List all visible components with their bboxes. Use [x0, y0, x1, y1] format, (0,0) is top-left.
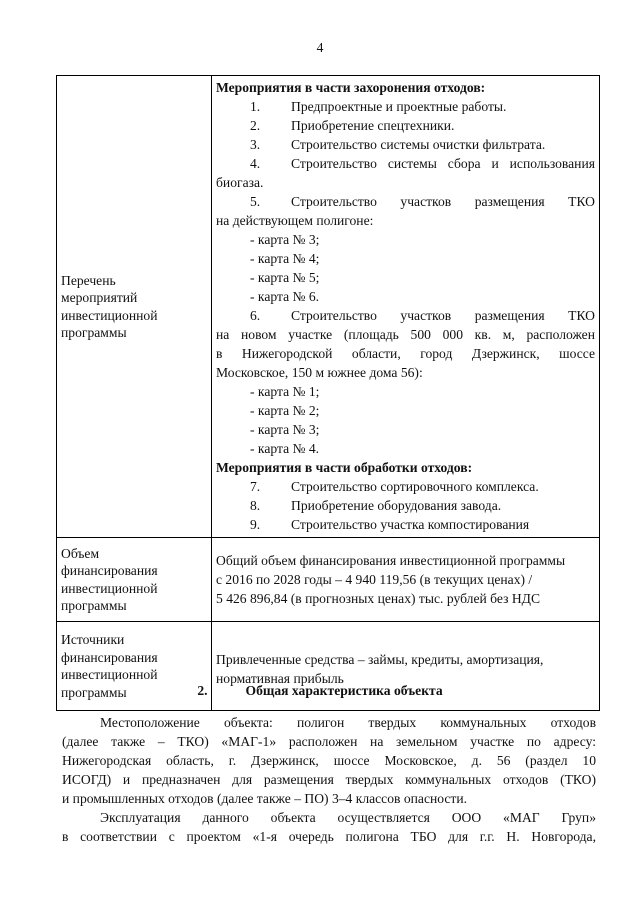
- text-line: ИСОГД) и предназначен для размещения твердых коммунальных отходов (ТКО): [62, 772, 596, 787]
- list-item: 4. Строительство системы сбора и использования: [250, 156, 595, 171]
- value-line: 5 426 896,84 (в прогнозных ценах) тыс. рублей без НДС: [216, 590, 541, 606]
- paragraph-location: [62, 713, 596, 808]
- label-line: финансирования: [61, 563, 158, 578]
- map-item: - карта № 5;: [250, 270, 320, 285]
- value-line: Общий объем финансирования инвестиционной программы: [216, 552, 566, 568]
- label-line: инвестиционной: [61, 580, 158, 596]
- section-number: 2.: [197, 683, 208, 698]
- text-line: (далее также – ТКО) «МАГ-1» расположен на земельном участке по адресу:: [62, 734, 596, 749]
- row-label-measures: [57, 76, 212, 538]
- list-item: 3. Строительство системы очистки фильтрата.: [250, 137, 546, 152]
- heading-burial: Мероприятия в части захоронения отходов:: [216, 80, 486, 95]
- table-row: [57, 538, 600, 622]
- row-label-funding-volume: [57, 538, 212, 622]
- map-item: - карта № 3;: [250, 232, 320, 247]
- label-line: Источники: [61, 632, 125, 647]
- text-line: Эксплуатация данного объекта осуществляется ООО «МАГ Груп»: [100, 810, 596, 825]
- label-line: Перечень: [61, 272, 116, 288]
- value-line: с 2016 по 2028 годы – 4 940 119,56 (в текущих ценах) /: [216, 571, 533, 587]
- map-item: - карта № 4;: [250, 251, 320, 266]
- label-line: мероприятий: [61, 290, 138, 305]
- value-line: Привлеченные средства – займы, кредиты, амортизация,: [216, 651, 544, 667]
- table-row: [57, 76, 600, 538]
- label-line: программы: [61, 598, 127, 613]
- heading-processing: Мероприятия в части обработки отходов:: [216, 460, 473, 475]
- label-line: Объем: [61, 545, 100, 561]
- list-item: 7. Строительство сортировочного комплекса.: [250, 479, 539, 494]
- label-line: программы: [61, 325, 127, 340]
- list-item: 1. Предпроектные и проектные работы.: [250, 99, 507, 114]
- map-item: - карта № 6.: [250, 289, 320, 304]
- list-item-continuation: в Нижегородской области, город Дзержинск, шоссе: [216, 346, 595, 361]
- list-item: 2. Приобретение спецтехники.: [250, 118, 455, 133]
- page-number: 4: [316, 40, 324, 55]
- section-heading: [0, 683, 640, 699]
- text-line: Местоположение объекта: полигон твердых коммунальных отходов: [100, 715, 596, 730]
- list-item: 8. Приобретение оборудования завода.: [250, 498, 502, 513]
- row-value-funding-volume: [212, 538, 600, 622]
- label-line: инвестиционной: [61, 307, 158, 323]
- label-line: инвестиционной: [61, 667, 158, 682]
- list-item-continuation: на действующем полигоне:: [216, 213, 374, 228]
- map-item: - карта № 1;: [250, 384, 320, 399]
- text-line: и промышленных отходов (далее также – ПО) 3–4 классов опасности.: [62, 791, 468, 806]
- list-item-continuation: биогаза.: [216, 175, 264, 190]
- list-item-continuation: на новом участке (площадь 500 000 кв. м, расположен: [216, 327, 595, 342]
- paragraph-operation: [62, 808, 596, 846]
- label-line: финансирования: [61, 649, 158, 665]
- map-item: - карта № 4.: [250, 441, 320, 456]
- value-line: нормативная прибыль: [216, 670, 344, 686]
- row-value-measures: [212, 76, 600, 538]
- list-item: 6. Строительство участков размещения ТКО: [250, 308, 595, 323]
- label-line: программы: [61, 684, 127, 700]
- text-line: в соответствии с проектом «1-я очередь полигона ТБО для г.г. Н. Новгорода,: [62, 829, 596, 844]
- map-item: - карта № 3;: [250, 422, 320, 437]
- map-item: - карта № 2;: [250, 403, 320, 418]
- list-item: 5. Строительство участков размещения ТКО: [250, 194, 595, 209]
- investment-program-table: [56, 75, 600, 711]
- section-title: Общая характеристика объекта: [245, 683, 443, 698]
- text-line: Нижегородская область, г. Дзержинск, шоссе Московское, д. 56 (раздел 10: [62, 753, 596, 768]
- list-item: 9. Строительство участка компостирования: [250, 517, 530, 532]
- list-item-continuation: Московское, 150 м южнее дома 56):: [216, 365, 423, 380]
